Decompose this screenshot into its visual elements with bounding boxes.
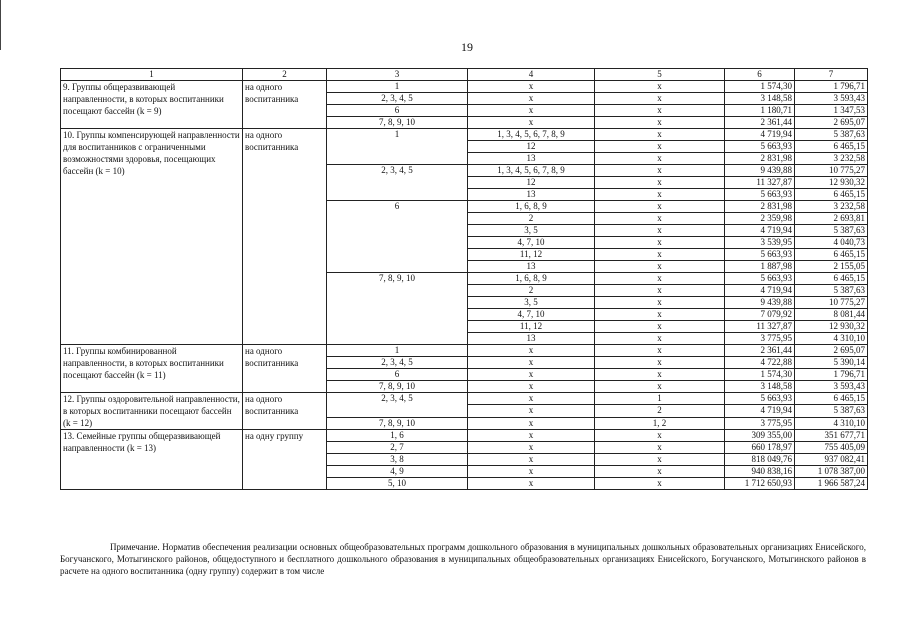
mode-cell: x xyxy=(595,369,725,381)
value-cell-6: 9 439,88 xyxy=(725,297,795,309)
group-name-cell: 9. Группы общеразвивающей направленности, в которых воспитанники посещают бассейн (k = 9) xyxy=(61,81,243,129)
group-name-cell: 12. Группы оздоровительной направленности, в которых воспитанники посещают бассейн (k = 12) xyxy=(61,393,243,430)
value-cell-6: 4 719,94 xyxy=(725,285,795,297)
category-cell: x xyxy=(468,117,595,129)
age-cell: 2, 3, 4, 5 xyxy=(327,357,468,369)
mode-cell: x xyxy=(595,345,725,357)
value-cell-7: 12 930,32 xyxy=(795,177,868,189)
category-cell: 13 xyxy=(468,189,595,201)
age-cell: 1 xyxy=(327,345,468,357)
value-cell-7: 351 677,71 xyxy=(795,430,868,442)
value-cell-7: 6 465,15 xyxy=(795,393,868,405)
table-row xyxy=(61,81,868,93)
mode-cell: x xyxy=(595,285,725,297)
mode-cell: x xyxy=(595,466,725,478)
age-cell: 2, 3, 4, 5 xyxy=(327,165,468,201)
column-header: 1 xyxy=(61,69,243,81)
value-cell-7: 6 465,15 xyxy=(795,141,868,153)
value-cell-6: 11 327,87 xyxy=(725,321,795,333)
value-cell-6: 3 775,95 xyxy=(725,417,795,429)
value-cell-7: 5 387,63 xyxy=(795,285,868,297)
value-cell-7: 3 232,58 xyxy=(795,153,868,165)
value-cell-7: 1 966 587,24 xyxy=(795,478,868,490)
value-cell-7: 4 310,10 xyxy=(795,417,868,429)
mode-cell: x xyxy=(595,153,725,165)
category-cell: 1, 6, 8, 9 xyxy=(468,201,595,213)
value-cell-6: 2 361,44 xyxy=(725,117,795,129)
value-cell-6: 4 719,94 xyxy=(725,225,795,237)
value-cell-7: 2 695,07 xyxy=(795,345,868,357)
value-cell-6: 1 180,71 xyxy=(725,105,795,117)
table-row xyxy=(61,393,868,405)
value-cell-6: 3 148,58 xyxy=(725,381,795,393)
unit-cell: на одного воспитанника xyxy=(243,345,327,393)
value-cell-6: 9 439,88 xyxy=(725,165,795,177)
category-cell: x xyxy=(468,478,595,490)
value-cell-6: 818 049,76 xyxy=(725,454,795,466)
value-cell-7: 12 930,32 xyxy=(795,321,868,333)
category-cell: x xyxy=(468,466,595,478)
age-cell: 4, 9 xyxy=(327,466,468,478)
value-cell-7: 2 155,05 xyxy=(795,261,868,273)
value-cell-6: 5 663,93 xyxy=(725,141,795,153)
age-cell: 7, 8, 9, 10 xyxy=(327,117,468,129)
category-cell: 2 xyxy=(468,285,595,297)
age-cell: 7, 8, 9, 10 xyxy=(327,417,468,429)
value-cell-6: 5 663,93 xyxy=(725,249,795,261)
category-cell: 13 xyxy=(468,333,595,345)
value-cell-6: 660 178,97 xyxy=(725,442,795,454)
footnote: Примечание. Норматив обеспечения реализации основных общеобразовательных программ дошкольного образования в муниципальных дошкольных образовательных организациях Енисейского, Богучанского, Мотыгинского районов, общедоступного и бесплатного дошкольного образования в муниципальных общеобразовательных организациях Енисейского, Богучанского, Мотыгинского районов в расчете на одного воспитанника (одну группу) содержит в том числе xyxy=(60,542,866,576)
category-cell: 1, 3, 4, 5, 6, 7, 8, 9 xyxy=(468,129,595,141)
category-cell: x xyxy=(468,81,595,93)
column-header: 4 xyxy=(468,69,595,81)
value-cell-7: 8 081,44 xyxy=(795,309,868,321)
value-cell-7: 5 387,63 xyxy=(795,129,868,141)
value-cell-7: 10 775,27 xyxy=(795,165,868,177)
column-header: 3 xyxy=(327,69,468,81)
category-cell: 12 xyxy=(468,177,595,189)
value-cell-6: 2 831,98 xyxy=(725,201,795,213)
value-cell-7: 1 796,71 xyxy=(795,81,868,93)
mode-cell: x xyxy=(595,225,725,237)
category-cell: x xyxy=(468,381,595,393)
value-cell-7: 2 695,07 xyxy=(795,117,868,129)
column-header: 5 xyxy=(595,69,725,81)
mode-cell: x xyxy=(595,237,725,249)
age-cell: 3, 8 xyxy=(327,454,468,466)
age-cell: 2, 7 xyxy=(327,442,468,454)
mode-cell: x xyxy=(595,177,725,189)
age-cell: 1 xyxy=(327,81,468,93)
unit-cell: на одну группу xyxy=(243,430,327,490)
value-cell-6: 1 574,30 xyxy=(725,81,795,93)
table-row xyxy=(61,129,868,141)
mode-cell: x xyxy=(595,430,725,442)
mode-cell: x xyxy=(595,165,725,177)
category-cell: x xyxy=(468,442,595,454)
value-cell-7: 4 310,10 xyxy=(795,333,868,345)
value-cell-6: 4 719,94 xyxy=(725,129,795,141)
group-name-cell: 13. Семейные группы общеразвивающей направленности (k = 13) xyxy=(61,430,243,490)
age-cell: 2, 3, 4, 5 xyxy=(327,393,468,418)
value-cell-6: 3 539,95 xyxy=(725,237,795,249)
category-cell: x xyxy=(468,357,595,369)
table-row xyxy=(61,430,868,442)
age-cell: 1, 6 xyxy=(327,430,468,442)
value-cell-6: 4 719,94 xyxy=(725,405,795,417)
value-cell-6: 2 359,98 xyxy=(725,213,795,225)
mode-cell: x xyxy=(595,81,725,93)
mode-cell: x xyxy=(595,141,725,153)
normative-table xyxy=(60,68,868,490)
value-cell-6: 5 663,93 xyxy=(725,393,795,405)
value-cell-6: 1 574,30 xyxy=(725,369,795,381)
value-cell-7: 3 232,58 xyxy=(795,201,868,213)
mode-cell: x xyxy=(595,261,725,273)
mode-cell: 1, 2 xyxy=(595,417,725,429)
category-cell: x xyxy=(468,393,595,405)
category-cell: 4, 7, 10 xyxy=(468,237,595,249)
value-cell-7: 2 693,81 xyxy=(795,213,868,225)
mode-cell: x xyxy=(595,129,725,141)
mode-cell: 1 xyxy=(595,393,725,405)
category-cell: 13 xyxy=(468,261,595,273)
value-cell-7: 6 465,15 xyxy=(795,273,868,285)
value-cell-6: 1 887,98 xyxy=(725,261,795,273)
age-cell: 2, 3, 4, 5 xyxy=(327,93,468,105)
mode-cell: x xyxy=(595,321,725,333)
mode-cell: x xyxy=(595,105,725,117)
age-cell: 5, 10 xyxy=(327,478,468,490)
value-cell-7: 4 040,73 xyxy=(795,237,868,249)
category-cell: 11, 12 xyxy=(468,321,595,333)
age-cell: 1 xyxy=(327,129,468,165)
mode-cell: x xyxy=(595,213,725,225)
category-cell: x xyxy=(468,105,595,117)
mode-cell: x xyxy=(595,273,725,285)
category-cell: x xyxy=(468,369,595,381)
mode-cell: x xyxy=(595,297,725,309)
age-cell: 6 xyxy=(327,369,468,381)
value-cell-6: 4 722,88 xyxy=(725,357,795,369)
mode-cell: x xyxy=(595,189,725,201)
mode-cell: x xyxy=(595,478,725,490)
mode-cell: x xyxy=(595,309,725,321)
value-cell-7: 755 405,09 xyxy=(795,442,868,454)
value-cell-7: 1 078 387,00 xyxy=(795,466,868,478)
value-cell-6: 309 355,00 xyxy=(725,430,795,442)
unit-cell: на одного воспитанника xyxy=(243,393,327,430)
page-number: 19 xyxy=(461,40,473,54)
age-cell: 6 xyxy=(327,201,468,273)
page-edge-line xyxy=(0,0,1,50)
category-cell: x xyxy=(468,430,595,442)
value-cell-7: 6 465,15 xyxy=(795,189,868,201)
value-cell-7: 3 593,43 xyxy=(795,381,868,393)
unit-cell: на одного воспитанника xyxy=(243,81,327,129)
mode-cell: x xyxy=(595,249,725,261)
category-cell: 13 xyxy=(468,153,595,165)
category-cell: x xyxy=(468,454,595,466)
age-cell: 7, 8, 9, 10 xyxy=(327,381,468,393)
column-header: 6 xyxy=(725,69,795,81)
value-cell-6: 2 361,44 xyxy=(725,345,795,357)
value-cell-6: 1 712 650,93 xyxy=(725,478,795,490)
value-cell-6: 5 663,93 xyxy=(725,189,795,201)
value-cell-7: 10 775,27 xyxy=(795,297,868,309)
category-cell: 2 xyxy=(468,213,595,225)
value-cell-7: 3 593,43 xyxy=(795,93,868,105)
mode-cell: 2 xyxy=(595,405,725,417)
mode-cell: x xyxy=(595,201,725,213)
column-header: 7 xyxy=(795,69,868,81)
value-cell-6: 940 838,16 xyxy=(725,466,795,478)
category-cell: 3, 5 xyxy=(468,225,595,237)
category-cell: x xyxy=(468,93,595,105)
value-cell-7: 6 465,15 xyxy=(795,249,868,261)
value-cell-7: 1 347,53 xyxy=(795,105,868,117)
value-cell-7: 5 387,63 xyxy=(795,225,868,237)
value-cell-6: 3 148,58 xyxy=(725,93,795,105)
column-header: 2 xyxy=(243,69,327,81)
value-cell-6: 3 775,95 xyxy=(725,333,795,345)
mode-cell: x xyxy=(595,454,725,466)
group-name-cell: 10. Группы компенсирующей направленности для воспитанников с ограниченными возможностями здоровья, посещающих бассейн (k = 10) xyxy=(61,129,243,345)
category-cell: x xyxy=(468,417,595,429)
category-cell: 1, 3, 4, 5, 6, 7, 8, 9 xyxy=(468,165,595,177)
age-cell: 7, 8, 9, 10 xyxy=(327,273,468,345)
value-cell-7: 1 796,71 xyxy=(795,369,868,381)
value-cell-6: 2 831,98 xyxy=(725,153,795,165)
category-cell: 11, 12 xyxy=(468,249,595,261)
age-cell: 6 xyxy=(327,105,468,117)
unit-cell: на одного воспитанника xyxy=(243,129,327,345)
group-name-cell: 11. Группы комбинированной направленности, в которых воспитанники посещают бассейн (k = 11) xyxy=(61,345,243,393)
table-row xyxy=(61,345,868,357)
value-cell-7: 5 390,14 xyxy=(795,357,868,369)
mode-cell: x xyxy=(595,93,725,105)
value-cell-7: 5 387,63 xyxy=(795,405,868,417)
mode-cell: x xyxy=(595,117,725,129)
category-cell: x xyxy=(468,405,595,417)
category-cell: 4, 7, 10 xyxy=(468,309,595,321)
value-cell-6: 7 079,92 xyxy=(725,309,795,321)
value-cell-6: 11 327,87 xyxy=(725,177,795,189)
header-row xyxy=(61,69,868,81)
value-cell-6: 5 663,93 xyxy=(725,273,795,285)
mode-cell: x xyxy=(595,333,725,345)
mode-cell: x xyxy=(595,357,725,369)
category-cell: x xyxy=(468,345,595,357)
category-cell: 1, 6, 8, 9 xyxy=(468,273,595,285)
value-cell-7: 937 082,41 xyxy=(795,454,868,466)
mode-cell: x xyxy=(595,381,725,393)
category-cell: 3, 5 xyxy=(468,297,595,309)
mode-cell: x xyxy=(595,442,725,454)
category-cell: 12 xyxy=(468,141,595,153)
